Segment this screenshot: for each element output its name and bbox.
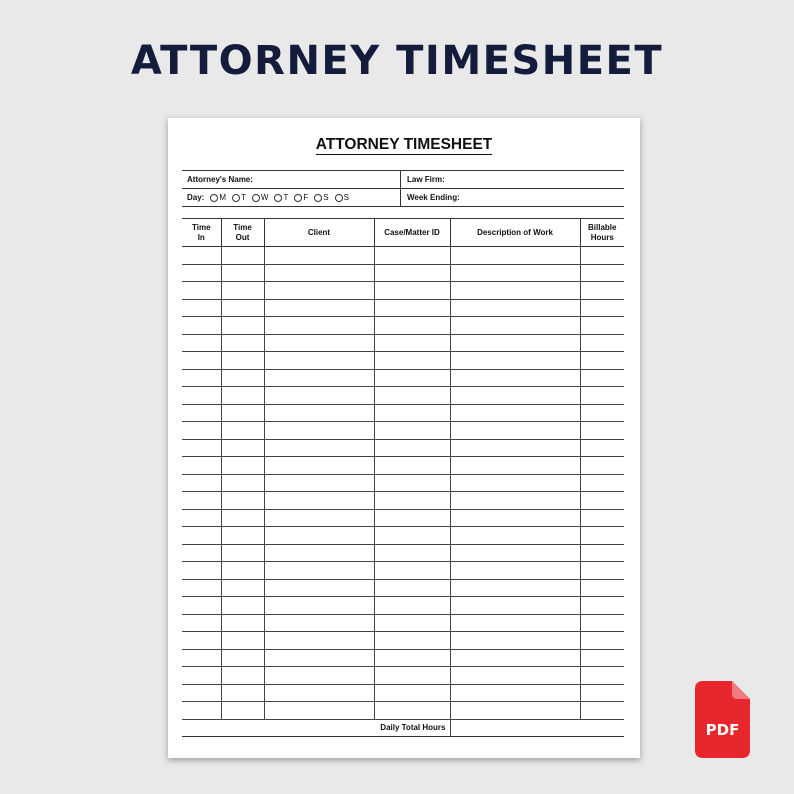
table-cell[interactable] [221, 299, 264, 317]
column-header-time-in: Time In [182, 219, 221, 247]
table-cell[interactable] [221, 474, 264, 492]
radio-circle-icon [210, 194, 218, 202]
table-cell[interactable] [580, 684, 624, 702]
table-row [182, 299, 624, 317]
table-cell[interactable] [450, 562, 580, 580]
sheet-title [168, 136, 640, 154]
table-cell[interactable] [580, 404, 624, 422]
table-cell[interactable] [450, 527, 580, 545]
table-row [182, 492, 624, 510]
table-cell[interactable] [580, 457, 624, 475]
table-row [182, 334, 624, 352]
table-cell[interactable] [264, 579, 374, 597]
table-cell[interactable] [221, 334, 264, 352]
table-cell[interactable] [374, 299, 450, 317]
table-cell[interactable] [450, 422, 580, 440]
table-cell[interactable] [221, 684, 264, 702]
table-cell[interactable] [264, 439, 374, 457]
law-firm-label: Law Firm: [407, 175, 445, 184]
info-section [182, 170, 624, 207]
daily-total-cell[interactable] [450, 719, 624, 736]
table-cell[interactable] [374, 422, 450, 440]
table-cell[interactable] [182, 264, 221, 282]
table-cell[interactable] [221, 667, 264, 685]
table-cell[interactable] [182, 422, 221, 440]
table-cell[interactable] [182, 579, 221, 597]
table-cell[interactable] [182, 334, 221, 352]
table-cell[interactable] [182, 527, 221, 545]
table-cell[interactable] [221, 614, 264, 632]
table-cell[interactable] [264, 247, 374, 265]
table-cell[interactable] [374, 667, 450, 685]
table-cell[interactable] [450, 492, 580, 510]
pdf-file-icon [695, 681, 750, 758]
table-cell[interactable] [450, 264, 580, 282]
table-cell[interactable] [450, 579, 580, 597]
table-cell[interactable] [221, 632, 264, 650]
info-row-name [182, 171, 624, 188]
radio-circle-icon [335, 194, 343, 202]
table-cell[interactable] [580, 544, 624, 562]
table-row [182, 562, 624, 580]
table-cell[interactable] [264, 404, 374, 422]
day-option-monday[interactable]: M [210, 193, 226, 202]
table-cell[interactable] [182, 299, 221, 317]
table-cell[interactable] [450, 404, 580, 422]
table-cell[interactable] [580, 317, 624, 335]
table-cell[interactable] [450, 702, 580, 720]
table-cell[interactable] [374, 387, 450, 405]
table-cell[interactable] [580, 334, 624, 352]
table-cell[interactable] [580, 422, 624, 440]
table-cell[interactable] [374, 474, 450, 492]
table-row [182, 369, 624, 387]
table-cell[interactable] [182, 562, 221, 580]
day-option-friday[interactable]: F [294, 193, 308, 202]
table-cell[interactable] [374, 544, 450, 562]
table-cell[interactable] [374, 334, 450, 352]
table-row [182, 387, 624, 405]
table-row [182, 247, 624, 265]
table-cell[interactable] [221, 702, 264, 720]
table-cell[interactable] [580, 492, 624, 510]
table-cell[interactable] [374, 509, 450, 527]
table-cell[interactable] [580, 597, 624, 615]
table-cell[interactable] [264, 317, 374, 335]
table-cell[interactable] [580, 352, 624, 370]
table-row [182, 474, 624, 492]
table-cell[interactable] [182, 509, 221, 527]
week-ending-field[interactable] [401, 189, 624, 206]
table-row [182, 527, 624, 545]
table-cell[interactable] [580, 527, 624, 545]
radio-circle-icon [314, 194, 322, 202]
table-cell[interactable] [264, 702, 374, 720]
table-cell[interactable] [182, 387, 221, 405]
table-header-row [182, 219, 624, 247]
table-cell[interactable] [374, 457, 450, 475]
timesheet-table [182, 218, 624, 737]
table-cell[interactable] [580, 369, 624, 387]
table-cell[interactable] [182, 369, 221, 387]
table-cell[interactable] [374, 562, 450, 580]
table-row [182, 264, 624, 282]
table-cell[interactable] [182, 684, 221, 702]
table-cell[interactable] [374, 352, 450, 370]
table-cell[interactable] [182, 702, 221, 720]
table-cell[interactable] [264, 684, 374, 702]
table-cell[interactable] [221, 404, 264, 422]
table-cell[interactable] [182, 352, 221, 370]
table-cell[interactable] [264, 334, 374, 352]
attorney-name-label: Attorney's Name: [187, 175, 253, 184]
table-cell[interactable] [450, 334, 580, 352]
table-cell[interactable] [221, 649, 264, 667]
table-cell[interactable] [580, 649, 624, 667]
table-row [182, 422, 624, 440]
table-cell[interactable] [182, 649, 221, 667]
table-cell[interactable] [182, 474, 221, 492]
table-cell[interactable] [450, 667, 580, 685]
table-cell[interactable] [450, 649, 580, 667]
table-cell[interactable] [374, 579, 450, 597]
info-row-day [182, 188, 624, 206]
table-cell[interactable] [374, 684, 450, 702]
table-cell[interactable] [182, 439, 221, 457]
table-cell[interactable] [182, 282, 221, 300]
table-cell[interactable] [374, 439, 450, 457]
table-cell[interactable] [580, 247, 624, 265]
table-cell[interactable] [221, 387, 264, 405]
pdf-file-shape [695, 681, 750, 758]
table-cell[interactable] [374, 369, 450, 387]
table-cell[interactable] [450, 597, 580, 615]
table-cell[interactable] [264, 562, 374, 580]
table-cell[interactable] [580, 387, 624, 405]
table-cell[interactable] [221, 579, 264, 597]
radio-circle-icon [252, 194, 260, 202]
table-cell[interactable] [221, 544, 264, 562]
table-row [182, 317, 624, 335]
table-cell[interactable] [374, 282, 450, 300]
table-cell[interactable] [221, 509, 264, 527]
sheet-title-text: ATTORNEY TIMESHEET [315, 136, 493, 153]
table-row [182, 352, 624, 370]
table-row [182, 702, 624, 720]
table-cell[interactable] [182, 247, 221, 265]
table-cell[interactable] [221, 492, 264, 510]
banner-title: ATTORNEY TIMESHEET [130, 38, 664, 84]
day-label: Day: [187, 193, 205, 202]
table-row [182, 632, 624, 650]
column-header-client: Client [264, 219, 374, 247]
table-cell[interactable] [374, 702, 450, 720]
table-cell[interactable] [580, 439, 624, 457]
table-cell[interactable] [450, 247, 580, 265]
day-option-thursday[interactable]: T [274, 193, 288, 202]
table-cell[interactable] [182, 667, 221, 685]
table-cell[interactable] [264, 597, 374, 615]
table-cell[interactable] [580, 614, 624, 632]
table-row [182, 509, 624, 527]
table-cell[interactable] [264, 369, 374, 387]
column-header-time-out: Time Out [221, 219, 264, 247]
table-cell[interactable] [374, 317, 450, 335]
table-row [182, 457, 624, 475]
table-cell[interactable] [580, 562, 624, 580]
table-cell[interactable] [450, 509, 580, 527]
day-field [182, 189, 401, 206]
table-cell[interactable] [580, 579, 624, 597]
column-header-description: Description of Work [450, 219, 580, 247]
radio-circle-icon [294, 194, 302, 202]
day-option-sunday[interactable]: S [335, 193, 349, 202]
table-cell[interactable] [450, 317, 580, 335]
table-cell[interactable] [264, 282, 374, 300]
table-cell[interactable] [221, 527, 264, 545]
table-cell[interactable] [264, 299, 374, 317]
table-cell[interactable] [374, 632, 450, 650]
table-cell[interactable] [450, 614, 580, 632]
table-cell[interactable] [264, 544, 374, 562]
radio-circle-icon [274, 194, 282, 202]
table-cell[interactable] [264, 457, 374, 475]
table-cell[interactable] [221, 317, 264, 335]
table-cell[interactable] [182, 544, 221, 562]
table-cell[interactable] [182, 492, 221, 510]
table-cell[interactable] [221, 247, 264, 265]
table-cell[interactable] [450, 387, 580, 405]
table-cell[interactable] [221, 439, 264, 457]
table-cell[interactable] [580, 282, 624, 300]
table-cell[interactable] [374, 404, 450, 422]
table-cell[interactable] [182, 457, 221, 475]
table-row [182, 282, 624, 300]
attorney-name-field[interactable] [182, 171, 401, 188]
table-cell[interactable] [264, 614, 374, 632]
table-cell[interactable] [450, 282, 580, 300]
table-cell[interactable] [264, 352, 374, 370]
table-cell[interactable] [580, 702, 624, 720]
week-ending-label: Week Ending: [407, 193, 460, 202]
table-cell[interactable] [264, 387, 374, 405]
table-row [182, 404, 624, 422]
table-cell[interactable] [450, 544, 580, 562]
table-cell[interactable] [221, 457, 264, 475]
table-cell[interactable] [450, 632, 580, 650]
table-cell[interactable] [580, 509, 624, 527]
column-header-case-matter-id: Case/Matter ID [374, 219, 450, 247]
table-row [182, 597, 624, 615]
table-cell[interactable] [221, 422, 264, 440]
total-row [182, 719, 624, 736]
table-cell[interactable] [374, 492, 450, 510]
table-row [182, 614, 624, 632]
table-cell[interactable] [580, 632, 624, 650]
table-cell[interactable] [374, 614, 450, 632]
table-cell[interactable] [450, 299, 580, 317]
table-row [182, 684, 624, 702]
table-cell[interactable] [374, 264, 450, 282]
daily-total-label: Daily Total Hours [182, 719, 450, 736]
table-cell[interactable] [580, 474, 624, 492]
table-cell[interactable] [374, 649, 450, 667]
day-option-tuesday[interactable]: T [232, 193, 246, 202]
table-cell[interactable] [182, 614, 221, 632]
table-cell[interactable] [221, 562, 264, 580]
table-cell[interactable] [450, 474, 580, 492]
table-cell[interactable] [264, 422, 374, 440]
table-cell[interactable] [182, 404, 221, 422]
timesheet-page [168, 118, 640, 758]
table-cell[interactable] [580, 264, 624, 282]
day-option-saturday[interactable]: S [314, 193, 328, 202]
table-cell[interactable] [182, 632, 221, 650]
table-row [182, 544, 624, 562]
table-cell[interactable] [221, 352, 264, 370]
table-cell[interactable] [182, 597, 221, 615]
table-cell[interactable] [264, 649, 374, 667]
law-firm-field[interactable] [401, 171, 624, 188]
table-row [182, 667, 624, 685]
day-option-wednesday[interactable]: W [252, 193, 269, 202]
table-cell[interactable] [182, 317, 221, 335]
radio-circle-icon [232, 194, 240, 202]
pdf-label: PDF [705, 721, 740, 739]
column-header-billable-hours: Billable Hours [580, 219, 624, 247]
table-cell[interactable] [374, 597, 450, 615]
table-cell[interactable] [450, 352, 580, 370]
table-cell[interactable] [450, 684, 580, 702]
table-cell[interactable] [221, 369, 264, 387]
table-row [182, 439, 624, 457]
table-cell[interactable] [450, 369, 580, 387]
table-cell[interactable] [221, 597, 264, 615]
table-cell[interactable] [450, 457, 580, 475]
table-cell[interactable] [264, 492, 374, 510]
table-cell[interactable] [264, 509, 374, 527]
table-cell[interactable] [264, 527, 374, 545]
table-cell[interactable] [264, 632, 374, 650]
table-cell[interactable] [221, 264, 264, 282]
table-row [182, 579, 624, 597]
table-row [182, 649, 624, 667]
table-cell[interactable] [580, 299, 624, 317]
table-cell[interactable] [221, 282, 264, 300]
table-cell[interactable] [264, 474, 374, 492]
table-cell[interactable] [580, 667, 624, 685]
table-cell[interactable] [374, 527, 450, 545]
table-cell[interactable] [264, 264, 374, 282]
table-cell[interactable] [374, 247, 450, 265]
table-cell[interactable] [264, 667, 374, 685]
table-cell[interactable] [450, 439, 580, 457]
table-body [182, 247, 624, 737]
